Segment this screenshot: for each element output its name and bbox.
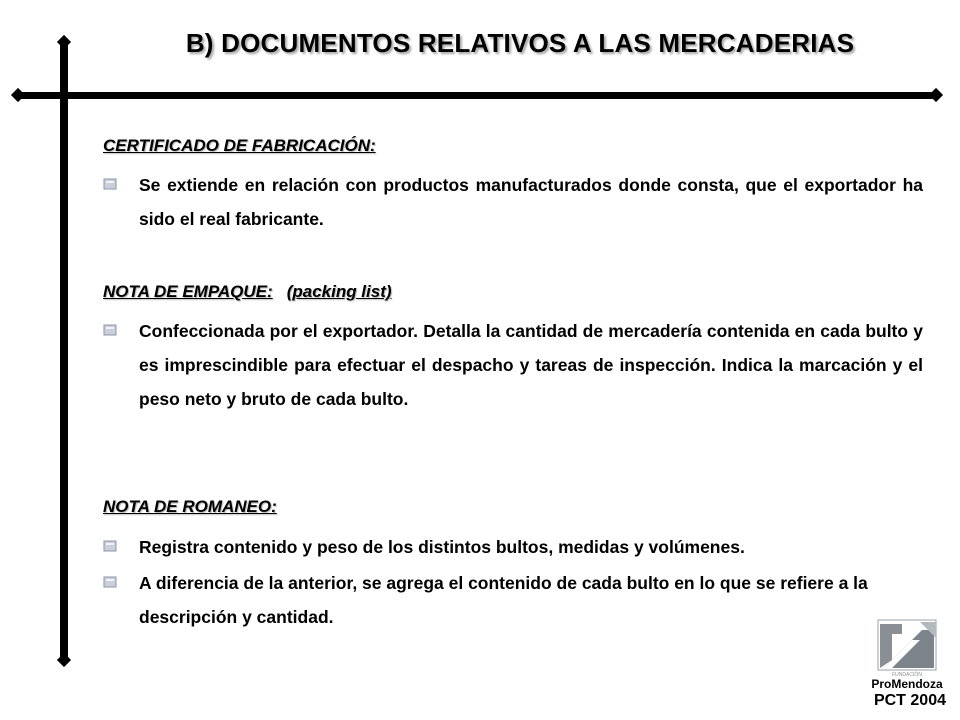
slide-title: B) DOCUMENTOS RELATIVOS A LAS MERCADERIAS xyxy=(185,28,855,58)
section-heading-text: NOTA DE EMPAQUE: xyxy=(103,282,273,301)
section-heading-subtitle: (packing list) xyxy=(286,282,392,301)
bullet-text: Registra contenido y peso de los distintos bultos, medidas y volúmenes. xyxy=(139,537,745,557)
list-item xyxy=(103,314,923,416)
section-heading-text: CERTIFICADO DE FABRICACIÓN: xyxy=(103,136,376,155)
list-item xyxy=(103,566,923,634)
logo-subtitle: FUNDACIÓN xyxy=(892,672,922,678)
list-item xyxy=(103,530,923,564)
promendoza-logo xyxy=(862,616,948,696)
bullet-text: A diferencia de la anterior, se agrega el contenido de cada bulto en lo que se refiere a la descripción y cantidad. xyxy=(139,573,868,627)
bullet-icon xyxy=(103,576,117,588)
section-heading-romaneo xyxy=(103,497,277,517)
horizontal-rule xyxy=(18,92,936,99)
bullet-text: Se extiende en relación con productos manufacturados donde consta, que el exportador ha sido el real fabricante. xyxy=(139,175,923,229)
vertical-rule xyxy=(60,42,68,662)
bullet-text: Confeccionada por el exportador. Detalla la cantidad de mercadería contenida en cada bulto y es imprescindible para efectuar el despacho y tareas de inspección. Indica la marcación y el peso neto y bruto de cada bulto. xyxy=(139,321,923,409)
rule-end-left xyxy=(11,88,25,102)
footer-label: PCT 2004 xyxy=(873,692,946,709)
bullet-icon xyxy=(103,178,117,190)
bullet-icon xyxy=(103,540,117,552)
section-heading-empaque xyxy=(103,282,392,302)
section-heading-text: NOTA DE ROMANEO: xyxy=(103,497,277,516)
logo-name: ProMendoza xyxy=(871,677,943,691)
bullet-icon xyxy=(103,324,117,336)
section-heading-certificado xyxy=(103,136,376,156)
list-item xyxy=(103,168,923,236)
rule-end-right xyxy=(929,88,943,102)
